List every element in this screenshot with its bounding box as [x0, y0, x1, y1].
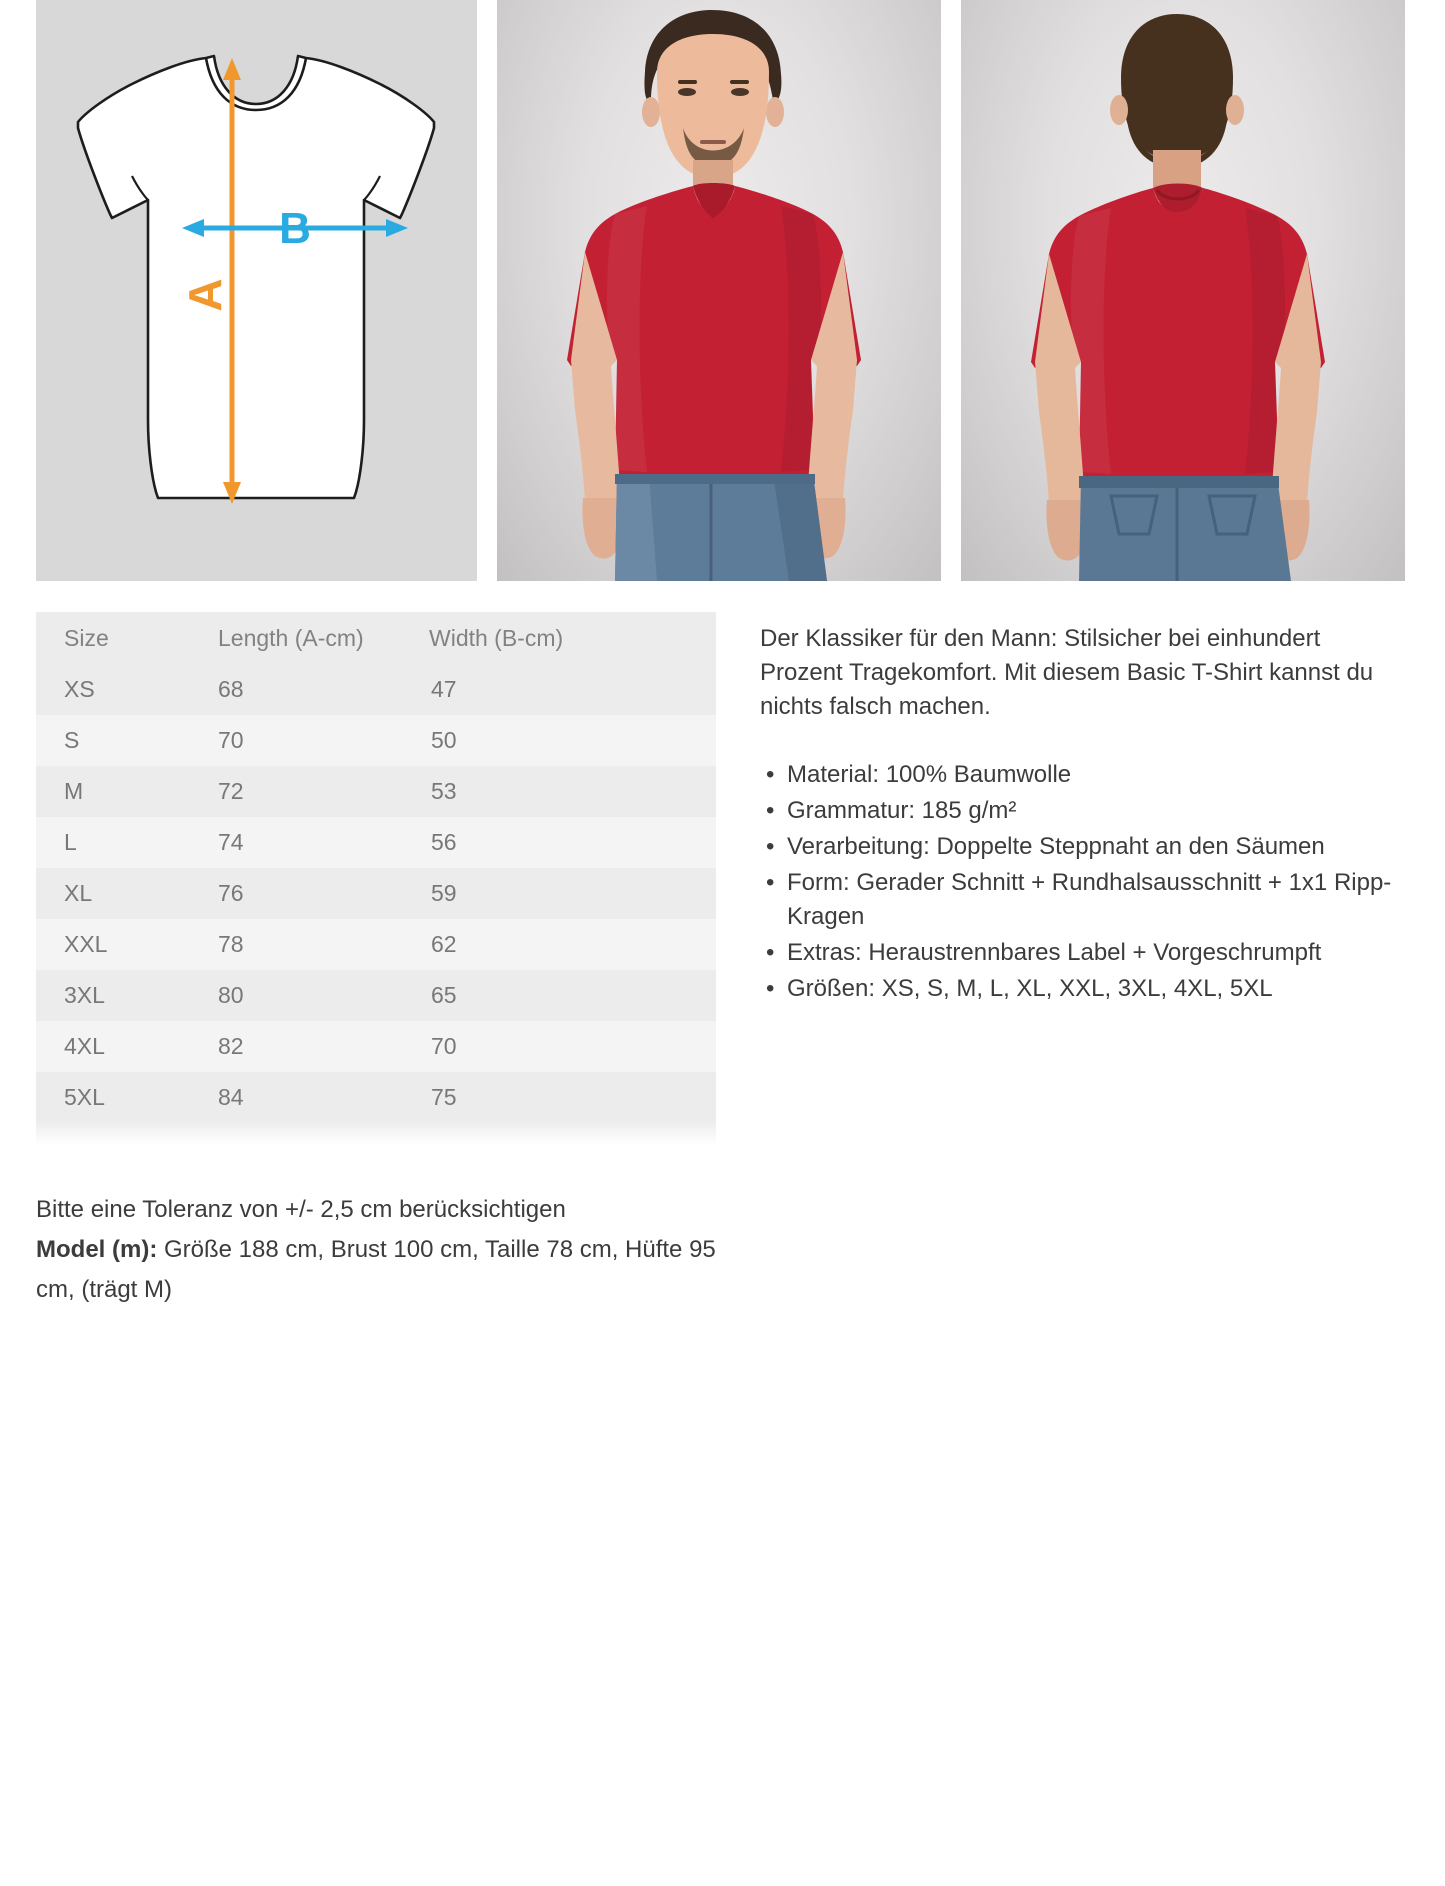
list-item: • Grammatur: 185 g/m²: [760, 794, 1400, 828]
cell-size: XL: [64, 880, 93, 906]
column-header-width: Width (B-cm): [429, 625, 564, 651]
cell-size: S: [64, 727, 80, 753]
product-description: [760, 622, 1400, 1008]
cell-width: 53: [431, 778, 457, 804]
cell-width: 75: [431, 1084, 457, 1110]
list-item: • Extras: Heraustrennbares Label + Vorgeschrumpft: [760, 936, 1400, 970]
cell-length: 72: [218, 778, 244, 804]
list-item: • Größen: XS, S, M, L, XL, XXL, 3XL, 4XL, 5XL: [760, 972, 1400, 1006]
table-row: [36, 1072, 716, 1123]
cell-length: 82: [218, 1033, 244, 1059]
list-item: • Verarbeitung: Doppelte Steppnaht an den Säumen: [760, 830, 1400, 864]
table-row: [36, 817, 716, 868]
diagram-label-a: A: [179, 278, 231, 312]
cell-width: 65: [431, 982, 457, 1008]
footer-note: [36, 1190, 736, 1310]
cell-length: 68: [218, 676, 244, 702]
tshirt-measurement-diagram: [36, 0, 477, 581]
tolerance-note: Bitte eine Toleranz von +/- 2,5 cm berücksichtigen: [36, 1196, 566, 1223]
cell-width: 56: [431, 829, 457, 855]
cell-length: 76: [218, 880, 244, 906]
model-back-photo: [961, 0, 1405, 581]
cell-width: 62: [431, 931, 457, 957]
cell-size: 4XL: [64, 1033, 105, 1059]
feature-list: [760, 758, 1400, 1006]
diagram-label-b: B: [279, 204, 311, 253]
cell-length: 74: [218, 829, 244, 855]
table-row: [36, 715, 716, 766]
cell-size: 5XL: [64, 1084, 105, 1110]
column-header-size: Size: [64, 625, 109, 651]
list-item: • Form: Gerader Schnitt + Rundhalsausschnitt + 1x1 Ripp-Kragen: [760, 866, 1400, 934]
table-row: [36, 919, 716, 970]
column-header-length: Length (A-cm): [218, 625, 364, 651]
cell-width: 47: [431, 676, 457, 702]
cell-width: 59: [431, 880, 457, 906]
description-intro: Der Klassiker für den Mann: Stilsicher bei einhundert Prozent Tragekomfort. Mit diesem Basic T-Shirt kannst du nichts falsch machen.: [760, 625, 1374, 720]
cell-length: 70: [218, 727, 244, 753]
cell-length: 84: [218, 1084, 244, 1110]
table-row: [36, 970, 716, 1021]
model-measurements: Größe 188 cm, Brust 100 cm, Taille 78 cm, Hüfte 95 cm, (trägt M): [36, 1236, 716, 1303]
table-row: [36, 766, 716, 817]
cell-size: 3XL: [64, 982, 105, 1008]
cell-size: M: [64, 778, 84, 804]
cell-length: 80: [218, 982, 244, 1008]
cell-size: XXL: [64, 931, 108, 957]
list-item: • Material: 100% Baumwolle: [760, 758, 1400, 792]
table-header-row: [36, 612, 716, 664]
model-note: [36, 1230, 736, 1310]
cell-size: XS: [64, 676, 95, 702]
image-strip: [36, 0, 1413, 581]
cell-length: 78: [218, 931, 244, 957]
model-front-photo: [497, 0, 941, 581]
table-row: [36, 868, 716, 919]
size-chart-table: [36, 612, 716, 1145]
cell-width: 70: [431, 1033, 457, 1059]
table-row: [36, 1021, 716, 1072]
model-label: Model (m):: [36, 1236, 158, 1263]
cell-size: L: [64, 829, 77, 855]
cell-width: 50: [431, 727, 457, 753]
table-row: [36, 664, 716, 715]
table-fade-overlay: [36, 1121, 716, 1145]
